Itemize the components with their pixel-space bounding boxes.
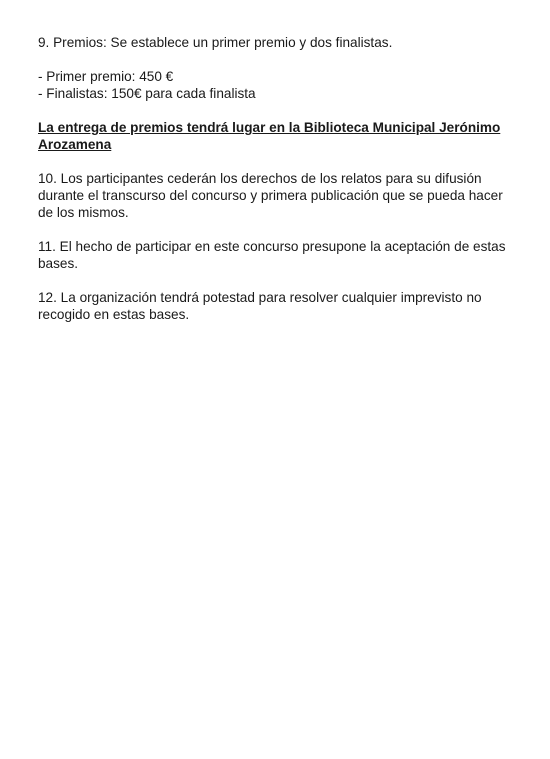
item-12-line-1: 12. La organización tendrá potestad para resolver cualquier imprevisto no [38,290,482,305]
item-10-line-1: 10. Los participantes cederán los derechos de los relatos para su difusión [38,171,482,186]
finalists-prize-item: - Finalistas: 150€ para cada finalista [38,86,256,101]
ceremony-heading-line-2: Arozamena [38,137,112,152]
item-10-line-2: durante el transcurso del concurso y primera publicación que se pueda hacer [38,188,503,203]
item-12-organization [38,289,516,323]
item-9-text: 9. Premios: Se establece un primer premio y dos finalistas. [38,35,393,50]
item-11-line-2: bases. [38,256,79,271]
item-11-acceptance [38,238,516,272]
first-prize-item: - Primer premio: 450 € [38,69,174,84]
item-9-prizes [38,34,516,51]
ceremony-heading-line-1: La entrega de premios tendrá lugar en la Biblioteca Municipal Jerónimo [38,120,501,135]
prize-list [38,68,516,102]
ceremony-heading [38,119,516,153]
document-body [38,34,516,323]
item-10-rights [38,170,516,221]
item-12-line-2: recogido en estas bases. [38,307,190,322]
item-11-line-1: 11. El hecho de participar en este concurso presupone la aceptación de estas [38,239,506,254]
item-10-line-3: de los mismos. [38,205,129,220]
